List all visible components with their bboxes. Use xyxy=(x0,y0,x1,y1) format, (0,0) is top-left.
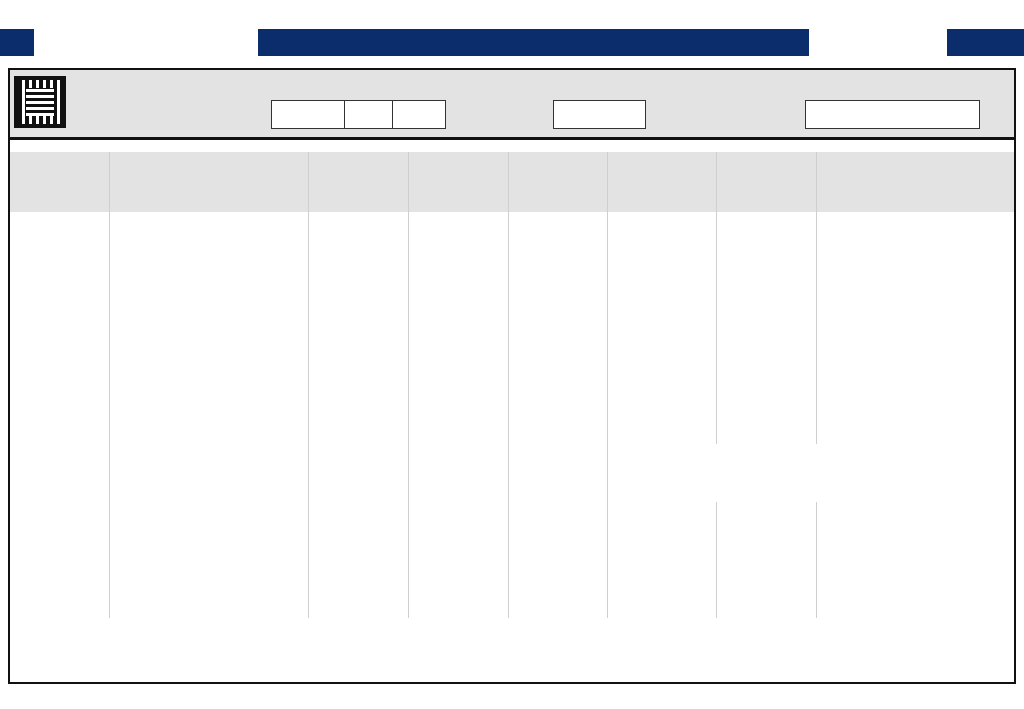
header-af xyxy=(509,152,607,212)
header-utc-start xyxy=(110,152,308,212)
qr-code-icon xyxy=(14,76,66,128)
year-input-box[interactable] xyxy=(271,100,345,129)
header-activity xyxy=(608,152,716,212)
column-divider xyxy=(408,152,409,618)
header-as xyxy=(409,152,508,212)
fondation-tara-ocean-logo xyxy=(38,13,248,69)
header-lpm-end xyxy=(717,152,816,212)
sample-id-band xyxy=(10,70,1014,140)
header-lpm-start xyxy=(10,152,109,212)
column-divider xyxy=(716,152,717,444)
column-divider xyxy=(109,152,110,618)
header-band-left xyxy=(0,29,34,56)
log-sheet-frame xyxy=(8,68,1016,684)
header-utc-end xyxy=(817,152,1014,212)
column-divider xyxy=(816,502,817,618)
column-divider xyxy=(308,152,309,618)
operator-initials-box[interactable] xyxy=(805,100,980,129)
header-ai xyxy=(309,152,408,212)
column-divider xyxy=(607,152,608,618)
page-title xyxy=(258,29,809,56)
column-divider xyxy=(816,152,817,444)
station-number-box[interactable] xyxy=(553,100,646,129)
tara-europa-logo xyxy=(840,14,920,66)
month-input-box[interactable] xyxy=(344,100,393,129)
column-divider xyxy=(508,152,509,618)
header-band-right xyxy=(947,29,1024,56)
column-divider xyxy=(716,502,717,618)
day-input-box[interactable] xyxy=(392,100,446,129)
